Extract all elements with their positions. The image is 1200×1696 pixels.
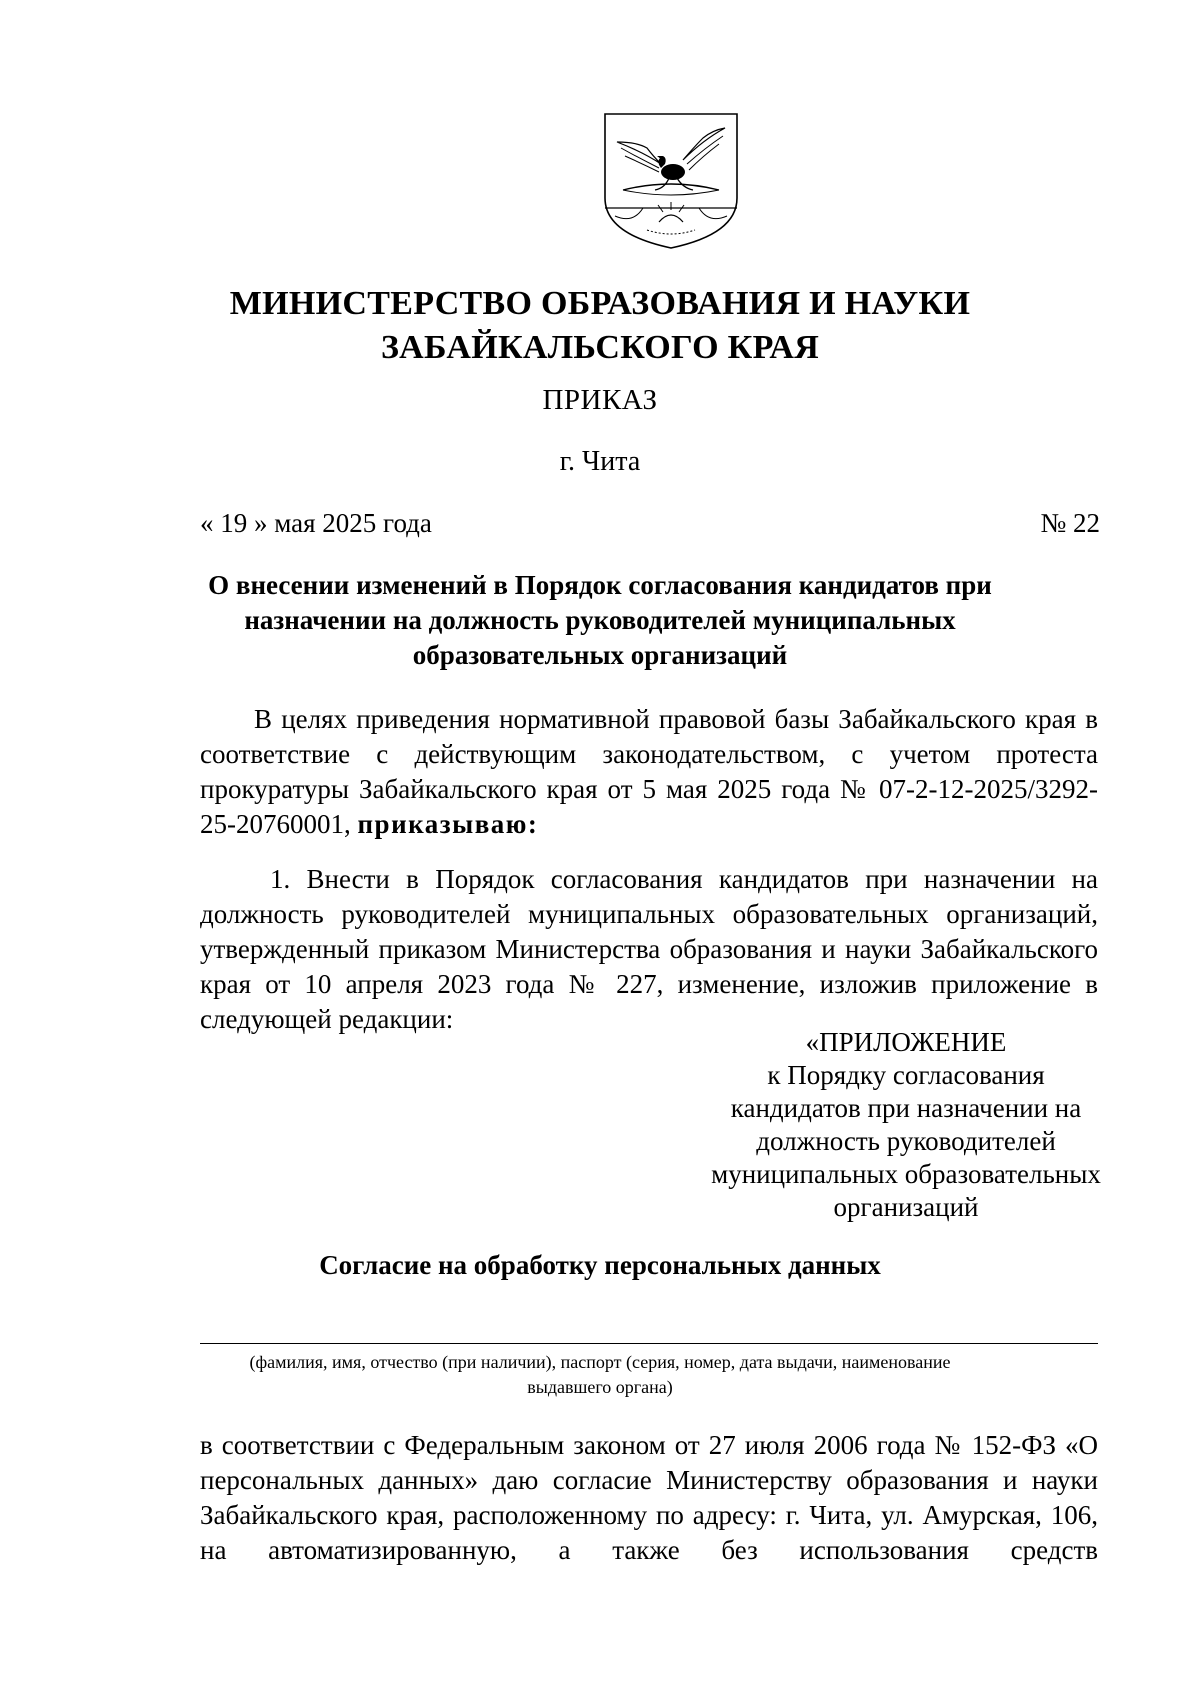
intro-text: В целях приведения нормативной правовой базы Забайкальского края в соответствие с действующим законодательством, с учетом протеста прокуратуры Забайкальского края от 5 мая 2025 года № 07-2-12-2025/3292-25-20760001, xyxy=(200,704,1098,839)
date-number-line xyxy=(200,508,1100,539)
fill-in-caption-line1: (фамилия, имя, отчество (при наличии), паспорт (серия, номер, дата выдачи, наименование xyxy=(249,1352,951,1372)
ministry-name xyxy=(0,282,1200,370)
item-1-paragraph: 1. Внести в Порядок согласования кандидатов при назначении на должность руководителей муниципальных образовательных организаций, утвержденный приказом Министерства образования и науки Забайкальского края от 10 апреля 2023 года № 227, изменение, изложив приложение в следующей редакции: xyxy=(200,864,1098,1034)
document-title-line1: О внесении изменений в Порядок согласования кандидатов при xyxy=(208,570,992,600)
fill-in-caption xyxy=(0,1350,1200,1400)
document-date: « 19 » мая 2025 года xyxy=(200,508,432,538)
appendix-line6: организаций xyxy=(833,1192,979,1222)
consent-law-paragraph: в соответствии с Федеральным законом от 27 июля 2006 года № 152-ФЗ «О персональных данных» даю согласие Министерству образования и науки Забайкальского края, расположенному по адресу: г. Чита, ул. Амурская, 106, на автоматизированную, а также без использования средств xyxy=(200,1430,1098,1565)
coat-of-arms-emblem xyxy=(603,112,739,250)
consent-title: Согласие на обработку персональных данных xyxy=(319,1250,881,1280)
document-city: г. Чита xyxy=(559,446,641,477)
fill-in-caption-line2: выдавшего органа) xyxy=(527,1377,673,1397)
document-number: № 22 xyxy=(1040,508,1100,538)
ministry-name-line1: МИНИСТЕРСТВО ОБРАЗОВАНИЯ И НАУКИ xyxy=(229,285,971,322)
appendix-line2: к Порядку согласования xyxy=(767,1060,1045,1090)
appendix-line3: кандидатов при назначении на xyxy=(730,1093,1082,1123)
document-title-line3: образовательных организаций xyxy=(412,640,788,670)
fill-in-line xyxy=(200,1343,1098,1344)
ministry-name-line2: ЗАБАЙКАЛЬСКОГО КРАЯ xyxy=(380,329,820,366)
appendix-line4: должность руководителей xyxy=(756,1126,1056,1156)
appendix-line5: муниципальных образовательных xyxy=(711,1159,1101,1189)
appendix-line1: «ПРИЛОЖЕНИЕ xyxy=(805,1027,1007,1057)
document-title xyxy=(0,568,1200,673)
document-type: ПРИКАЗ xyxy=(542,384,658,416)
order-word: приказываю: xyxy=(357,809,539,839)
document-title-line2: назначении на должность руководителей муниципальных xyxy=(244,605,956,635)
appendix-heading xyxy=(676,1026,1136,1224)
intro-paragraph xyxy=(200,702,1098,842)
